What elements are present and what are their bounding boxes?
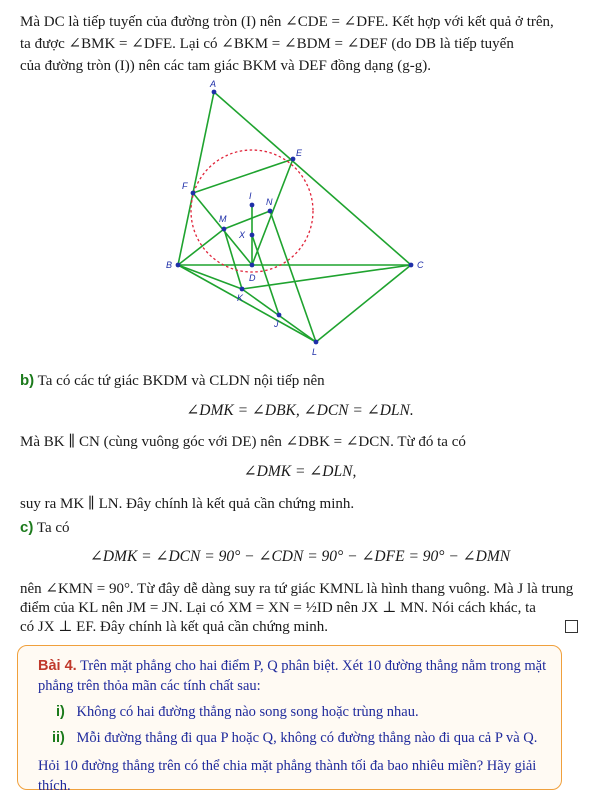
problem-question: Hỏi 10 đường thẳng trên có thể chia mặt phẳng thành tối đa bao nhiêu miền? Hãy giải thích. — [38, 758, 537, 794]
point-label-n: N — [266, 197, 273, 207]
part-b-line-3: suy ra MK ∥ LN. Đây chính là kết quả cần chứng minh. — [20, 496, 355, 512]
part-c-intro — [20, 518, 582, 538]
point-label-l: L — [312, 347, 318, 357]
part-c-equation: ∠DMK = ∠DCN = 90° − ∠CDN = 90° − ∠DFE = 90° − ∠DMN — [89, 548, 511, 565]
qed-square — [565, 620, 578, 633]
part-b-intro — [20, 371, 582, 391]
point-label-m: M — [219, 214, 227, 224]
part-c-line-1: nên ∠KMN = 90°. Từ đây dễ dàng suy ra tứ giác KMNL là hình thang vuông. Mà J là trung — [20, 581, 574, 597]
part-c-line-2: điểm của KL nên JM = JN. Lại có XM = XN = ½ID nên JX ⊥ MN. Nói cách khác, ta — [20, 600, 536, 616]
problem-item-2-label: ii) — [52, 730, 65, 746]
part-b-equation-2: ∠DMK = ∠DLN, — [243, 463, 357, 480]
intro-line-1: Mà DC là tiếp tuyến của đường tròn (I) nên ∠CDE = ∠DFE. Kết hợp với kết quả ở trên, — [20, 14, 554, 30]
point-label-b: B — [166, 260, 173, 270]
part-c-text: Ta có — [36, 520, 70, 536]
point-label-d: D — [249, 273, 256, 283]
problem-item-1 — [56, 702, 566, 722]
problem-item-2-text: Mỗi đường thẳng đi qua P hoặc Q, không có đường thẳng nào đi qua cả P và Q. — [76, 730, 538, 746]
part-b-line-2: Mà BK ∥ CN (cùng vuông góc với DE) nên ∠DBK = ∠DCN. Từ đó ta có — [20, 434, 466, 450]
problem-intro-2: phẳng trên thỏa mãn các tính chất sau: — [38, 678, 261, 694]
point-label-a: A — [210, 79, 217, 89]
problem-intro-1-text: Trên mặt phẳng cho hai điểm P, Q phân biệt. Xét 10 đường thẳng nằm trong mặt — [80, 658, 547, 674]
intro-line-2: ta được ∠BMK = ∠DFE. Lại có ∠BKM = ∠BDM = ∠DEF (do DB là tiếp tuyến — [20, 36, 514, 52]
problem-item-1-label: i) — [56, 704, 65, 720]
problem-intro-1 — [38, 656, 548, 676]
point-label-f: F — [182, 181, 188, 191]
intro-line-3: của đường tròn (I)) nên các tam giác BKM và DEF đồng dạng (g-g). — [20, 58, 431, 74]
problem-item-2 — [52, 728, 552, 748]
problem-item-1-text: Không có hai đường thẳng nào song song hoặc trùng nhau. — [76, 704, 419, 720]
problem-box — [17, 645, 562, 794]
point-label-k: K — [237, 293, 244, 303]
point-label-x: X — [239, 230, 246, 240]
problem-label: Bài 4. — [38, 658, 77, 674]
part-b-equation-1: ∠DMK = ∠DBK, ∠DCN = ∠DLN. — [186, 402, 414, 419]
part-c-label: c) — [20, 519, 34, 536]
point-label-c: C — [417, 260, 424, 270]
part-c-line-3: có JX ⊥ EF. Đây chính là kết quả cần chứng minh. — [20, 619, 329, 635]
part-b-text: Ta có các tứ giác BKDM và CLDN nội tiếp nên — [37, 373, 325, 389]
geometry-figure — [140, 72, 450, 362]
point-label-i: I — [249, 191, 252, 201]
point-label-e: E — [296, 148, 303, 158]
point-label-j: J — [274, 319, 279, 329]
part-b-label: b) — [20, 372, 35, 389]
